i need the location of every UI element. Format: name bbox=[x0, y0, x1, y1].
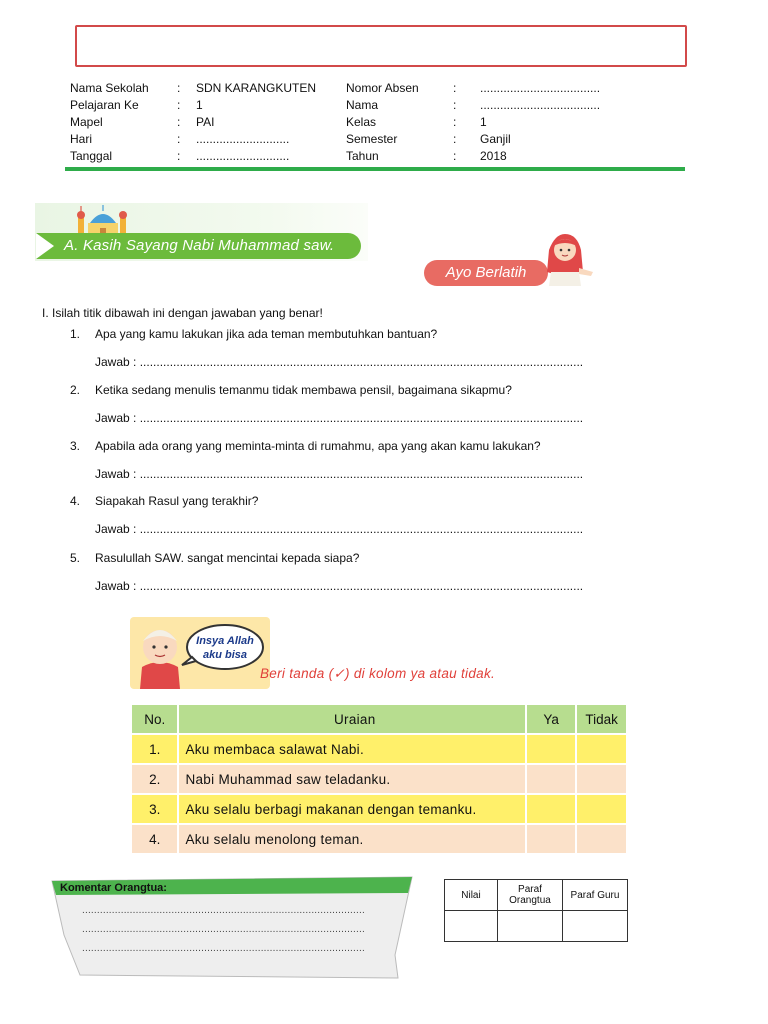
header-paraf-guru: Paraf Guru bbox=[563, 880, 628, 911]
value-nama-sekolah: SDN KARANGKUTEN bbox=[196, 81, 317, 95]
label-pelajaran-ke: Pelajaran Ke bbox=[70, 98, 139, 112]
ya-checkbox-cell[interactable] bbox=[527, 795, 575, 823]
question-text: Siapakah Rasul yang terakhir? bbox=[95, 494, 259, 508]
question-number: 4. bbox=[70, 494, 81, 508]
answer-line[interactable]: Jawab : ..................................................................................................................................... bbox=[95, 522, 584, 536]
row-text: Nabi Muhammad saw teladanku. bbox=[179, 765, 525, 793]
mosque-icon bbox=[72, 203, 132, 237]
row-number: 2. bbox=[132, 765, 177, 793]
question-number: 5. bbox=[70, 551, 81, 565]
value-nomor-absen: .................................... bbox=[480, 81, 601, 95]
question-text: Ketika sedang menulis temanmu tidak membawa pensil, bagaimana sikapmu? bbox=[95, 383, 512, 397]
comment-line[interactable]: ............................................................................................... bbox=[82, 943, 365, 954]
paraf-label: Paraf bbox=[518, 884, 542, 895]
bubble-line-2: aku bisa bbox=[202, 649, 248, 661]
ayo-berlatih-badge bbox=[424, 260, 548, 286]
checklist-instruction: Beri tanda (✓) di kolom ya atau tidak. bbox=[260, 666, 496, 681]
table-row bbox=[132, 825, 626, 853]
header-divider bbox=[65, 167, 685, 171]
question-number: 2. bbox=[70, 383, 81, 397]
worksheet-title-box bbox=[75, 25, 687, 67]
label-tanggal: Tanggal bbox=[70, 149, 113, 163]
header-uraian: Uraian bbox=[179, 705, 525, 733]
boy-character-icon bbox=[130, 617, 270, 689]
row-text: Aku membaca salawat Nabi. bbox=[179, 735, 525, 763]
table-row bbox=[132, 795, 626, 823]
table-header-row bbox=[132, 705, 626, 733]
question-text: Apa yang kamu lakukan jika ada teman membutuhkan bantuan? bbox=[95, 327, 438, 341]
badge-label: Ayo Berlatih bbox=[445, 264, 527, 281]
label-nama: Nama bbox=[346, 98, 379, 112]
signature-header-row bbox=[445, 880, 628, 911]
value-mapel: PAI bbox=[196, 115, 215, 129]
separator: : bbox=[177, 132, 181, 146]
question-number: 3. bbox=[70, 439, 81, 453]
label-nama-sekolah: Nama Sekolah bbox=[70, 81, 149, 95]
answer-line[interactable]: Jawab : ..................................................................................................................................... bbox=[95, 467, 584, 481]
question-text: Rasulullah SAW. sangat mencintai kepada siapa? bbox=[95, 551, 360, 565]
header-nilai: Nilai bbox=[445, 880, 498, 911]
girl-character-icon bbox=[535, 228, 605, 290]
value-nama: .................................... bbox=[480, 98, 601, 112]
tidak-checkbox-cell[interactable] bbox=[577, 825, 626, 853]
value-semester: Ganjil bbox=[480, 132, 511, 146]
question-number: 1. bbox=[70, 327, 81, 341]
section-title-banner bbox=[36, 233, 361, 259]
separator: : bbox=[177, 115, 181, 129]
orangtua-label: Orangtua bbox=[509, 895, 551, 906]
paraf-guru-cell[interactable] bbox=[563, 911, 628, 942]
answer-line[interactable]: Jawab : ..................................................................................................................................... bbox=[95, 579, 584, 593]
signature-blank-row bbox=[445, 911, 628, 942]
separator: : bbox=[177, 81, 181, 95]
instruction-text: I. Isilah titik dibawah ini dengan jawaban yang benar! bbox=[42, 306, 323, 320]
value-hari: ............................ bbox=[196, 132, 290, 146]
value-kelas: 1 bbox=[480, 115, 487, 129]
signature-table bbox=[444, 879, 628, 942]
row-number: 3. bbox=[132, 795, 177, 823]
ya-checkbox-cell[interactable] bbox=[527, 765, 575, 793]
comment-line[interactable]: ............................................................................................... bbox=[82, 905, 365, 916]
label-semester: Semester bbox=[346, 132, 398, 146]
comment-label: Komentar Orangtua: bbox=[60, 882, 167, 894]
tidak-checkbox-cell[interactable] bbox=[577, 735, 626, 763]
separator: : bbox=[453, 132, 457, 146]
banner-notch bbox=[36, 233, 54, 259]
bubble-line-1: Insya Allah bbox=[196, 635, 254, 647]
row-number: 1. bbox=[132, 735, 177, 763]
header-paraf-orangtua bbox=[498, 880, 563, 911]
separator: : bbox=[177, 98, 181, 112]
table-row bbox=[132, 765, 626, 793]
label-tahun: Tahun bbox=[346, 149, 379, 163]
row-text: Aku selalu menolong teman. bbox=[179, 825, 525, 853]
ya-checkbox-cell[interactable] bbox=[527, 825, 575, 853]
value-tanggal: ............................ bbox=[196, 149, 290, 163]
label-hari: Hari bbox=[70, 132, 93, 146]
table-row bbox=[132, 735, 626, 763]
comment-line[interactable]: ............................................................................................... bbox=[82, 924, 365, 935]
row-text: Aku selalu berbagi makanan dengan temanku. bbox=[179, 795, 525, 823]
checklist-table bbox=[130, 703, 628, 855]
answer-line[interactable]: Jawab : ..................................................................................................................................... bbox=[95, 411, 584, 425]
tidak-checkbox-cell[interactable] bbox=[577, 795, 626, 823]
separator: : bbox=[453, 81, 457, 95]
row-number: 4. bbox=[132, 825, 177, 853]
header-tidak: Tidak bbox=[577, 705, 626, 733]
question-text: Apabila ada orang yang meminta-minta di rumahmu, apa yang akan kamu lakukan? bbox=[95, 439, 541, 453]
answer-line[interactable]: Jawab : ..................................................................................................................................... bbox=[95, 355, 584, 369]
label-mapel: Mapel bbox=[70, 115, 103, 129]
label-nomor-absen: Nomor Absen bbox=[346, 81, 419, 95]
header-no: No. bbox=[132, 705, 177, 733]
tidak-checkbox-cell[interactable] bbox=[577, 765, 626, 793]
separator: : bbox=[453, 115, 457, 129]
separator: : bbox=[177, 149, 181, 163]
nilai-cell[interactable] bbox=[445, 911, 498, 942]
value-pelajaran-ke: 1 bbox=[196, 98, 203, 112]
section-title: A. Kasih Sayang Nabi Muhammad saw. bbox=[64, 237, 335, 254]
header-ya: Ya bbox=[527, 705, 575, 733]
separator: : bbox=[453, 149, 457, 163]
separator: : bbox=[453, 98, 457, 112]
paraf-orangtua-cell[interactable] bbox=[498, 911, 563, 942]
value-tahun: 2018 bbox=[480, 149, 507, 163]
label-kelas: Kelas bbox=[346, 115, 377, 129]
ya-checkbox-cell[interactable] bbox=[527, 735, 575, 763]
